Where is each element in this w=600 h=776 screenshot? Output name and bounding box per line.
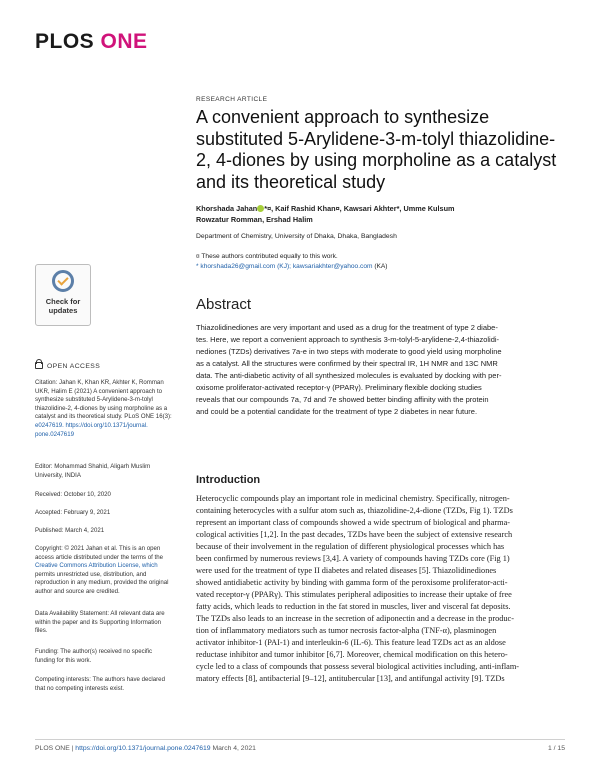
article-type-label: RESEARCH ARTICLE bbox=[196, 96, 268, 103]
doi-link[interactable]: e0247619. https://doi.org/10.1371/journal. bbox=[35, 421, 148, 429]
affiliation: Department of Chemistry, University of Dhaka, Dhaka, Bangladesh bbox=[196, 233, 397, 240]
email-link[interactable]: * khorshada26@gmail.com (KJ); bbox=[196, 263, 293, 270]
author-name[interactable]: *¤, Kaif Rashid Khan¤, Kawsari Akhter*, Umme Kulsum bbox=[264, 204, 455, 213]
author-list bbox=[196, 204, 576, 225]
doi-link[interactable]: pone.0247619 bbox=[35, 430, 74, 438]
title-line: 2, 4-diones by using morpholine as a catalyst bbox=[196, 150, 557, 170]
citation: Citation: Jahan K, Khan KR, Akhter K, Romman UKR, Halim E (2021) A convenient approach to synthesize substituted 5-Arylidene-3-m-tolyl thiazolidine-2, 4-diones by using morpholine as a catalyst and its theoretical study. PLoS ONE 16(3): e0247619. https://doi.org/10.1371/journal. pone.0247619 bbox=[35, 379, 185, 439]
page-number: 1 / 15 bbox=[547, 745, 565, 752]
introduction-heading: Introduction bbox=[196, 474, 261, 486]
open-access-label: OPEN ACCESS bbox=[35, 362, 100, 370]
abstract-body: Thiazolidinediones are very important and used as a drug for the treatment of type 2 diabe- tes. Here, we report a convenient approach to synthesis 3-m-tolyl-5-arylidene-2,4-thiazolidi- nediones (TZDs) derivatives 7a-e in two steps with moderate to good yield using morpholine as a catalyst. All the structures were confirmed by their spectral IR, 1H NMR and 13C NMR data. The anti-diabetic activity of all synthesized molecules is evaluated by docking with per- oxisome proliferator-activated receptor-γ (PPARγ). Preliminary flexible docking studies reveals that our compounds 7a, 7d and 7e showed better binding affinity with the protein and could be a potential candidate for the treatment of type 2 diabetes in near future. bbox=[196, 323, 502, 416]
received-date: Received: October 10, 2020 bbox=[35, 491, 111, 498]
check-icon bbox=[52, 270, 74, 292]
introduction-body: Heterocyclic compounds play an important role in medicinal chemistry. Specifically, nitrogen- containing heterocycles with a sulfur atom such as, thiazolidine-2,4-dione (TZDs, Fig 1). TZDs represent an important class of compounds showed a wide spectrum of biological and pharma- cological activities [1,2]. In the past decades, TZDs have been the subject of extensive research because of their involvement in the regulation of different physiological processes which has been confirmed by numerous reviews [3,4]. A variety of compounds having TZDs core (Fig 1) were used for the treatment of type II diabetes and related diseases [5]. Thiazolidinediones showed antidiabetic activity by binding with gamma form of the peroxisome proliferator-acti- vated receptor-γ (PPARγ). This stimulates peripheral adiposities to increase their uptake of free fatty acids, which leads to reduction in the fat stored in muscles, liver and visceral fat deposits. The TZDs also leads to an increase in the secretion of adiponectin and a decrease in the produc- tion of inflammatory mediators such as tumor necrosis factor-alpha (TNF-α), plasminogen activator inhibitor-1 (PAI-1) and interleukin-6 (IL-6). This feature lead TZDs act as an aldose reductase inhibitor and tumor inhibitor [6,7]. Moreover, chemical modification on this hetero- cycle led to a class of compounds that possess several biological activities including, anti-inflam- matory effects [8], antibacterial [9–12], antitubercular [13], and antifungal activity [9]. TZDs bbox=[196, 494, 520, 683]
data-availability: Data Availability Statement: All relevant data are within the paper and its Supporting Information files. bbox=[35, 610, 165, 635]
email-link[interactable]: kawsariakhter@yahoo.com bbox=[292, 263, 373, 270]
editor: Editor: Mohammad Shahid, Aligarh Muslim University, INDIA bbox=[35, 463, 151, 479]
contact-emails: * khorshada26@gmail.com (KJ); kawsariakhter@yahoo.com (KA) bbox=[196, 263, 388, 270]
copyright: Copyright: © 2021 Jahan et al. This is an open access article distributed under the terms of the Creative Commons Attribution License, which permits unrestricted use, distribution, and reproduction in any medium, provided the original author and source are credited. bbox=[35, 545, 185, 597]
lock-icon bbox=[35, 362, 43, 369]
equal-contribution-note: ¤ These authors contributed equally to this work. bbox=[196, 253, 338, 260]
journal-logo: PLOS ONE bbox=[35, 30, 148, 53]
author-name[interactable]: Rowzatur Romman, Ershad Halim bbox=[196, 214, 313, 224]
title-line: substituted 5-Arylidene-3-m-tolyl thiazolidine- bbox=[196, 128, 556, 149]
page-footer: PLOS ONE | https://doi.org/10.1371/journal.pone.0247619 March 4, 2021 bbox=[35, 745, 256, 752]
author-name[interactable]: Khorshada Jahan bbox=[196, 204, 258, 213]
accepted-date: Accepted: February 9, 2021 bbox=[35, 509, 111, 516]
check-for-updates-badge[interactable]: Check for updates bbox=[35, 264, 91, 326]
article-title bbox=[196, 107, 581, 193]
published-date: Published: March 4, 2021 bbox=[35, 527, 105, 534]
license-link[interactable]: Creative Commons Attribution License, which bbox=[35, 562, 158, 570]
footer-divider bbox=[35, 739, 565, 740]
footer-doi-link[interactable]: https://doi.org/10.1371/journal.pone.0247619 bbox=[75, 745, 211, 752]
abstract-heading: Abstract bbox=[196, 296, 252, 313]
author-notes bbox=[196, 252, 388, 272]
competing-interests: Competing interests: The authors have declared that no competing interests exist. bbox=[35, 676, 165, 692]
funding: Funding: The author(s) received no specific funding for this work. bbox=[35, 648, 153, 664]
title-line: A convenient approach to synthesize bbox=[196, 107, 490, 127]
title-line: and its theoretical study bbox=[196, 171, 386, 192]
